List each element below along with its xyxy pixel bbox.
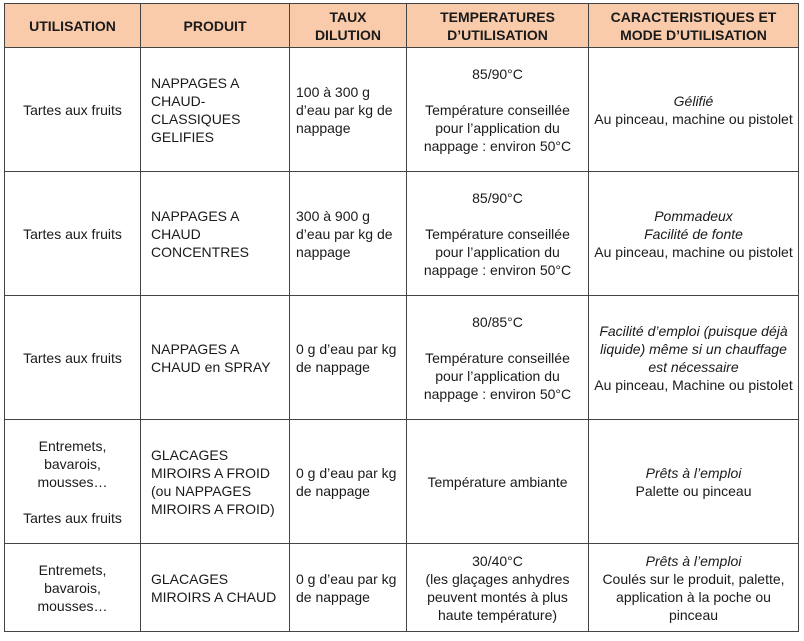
cell-temperature: [407, 48, 589, 172]
carac-italic: Gélifié: [673, 92, 714, 109]
carac-mode: Au pinceau, machine ou pistolet: [594, 110, 793, 127]
temp-note: (les glaçages anhydres peuvent montés à plus haute température): [425, 570, 570, 623]
cell-utilisation: Tartes aux fruits: [5, 172, 141, 296]
cell-produit: NAPPAGES A CHAUD en SPRAY: [141, 296, 290, 420]
temp-range: 30/40°C: [472, 552, 523, 569]
cell-taux: 300 à 900 g d’eau par kg de nappage: [290, 172, 407, 296]
header-produit: PRODUIT: [141, 4, 290, 48]
header-temperatures: TEMPERATURES D’UTILISATION: [407, 4, 589, 48]
header-row: [5, 4, 799, 48]
utilisation-line: Tartes aux fruits: [23, 509, 122, 526]
cell-produit: GLACAGES MIROIRS A CHAUD: [141, 544, 290, 632]
cell-caracteristiques: [589, 48, 799, 172]
cell-temperature: [407, 172, 589, 296]
carac-mode: Palette ou pinceau: [635, 482, 752, 499]
cell-taux: 0 g d’eau par kg de nappage: [290, 420, 407, 544]
carac-italic: Facilité de fonte: [644, 225, 743, 242]
temp-range: 80/85°C: [472, 313, 523, 330]
temp-note: Température conseillée pour l’application du nappage : environ 50°C: [423, 101, 572, 154]
cell-caracteristiques: [589, 296, 799, 420]
cell-caracteristiques: [589, 172, 799, 296]
header-caracteristiques: CARACTERISTIQUES ET MODE D’UTILISATION: [589, 4, 799, 48]
cell-utilisation: Tartes aux fruits: [5, 296, 141, 420]
utilisation-line: Entremets, bavarois, mousses…: [37, 437, 108, 490]
carac-italic: Prêts à l’emploi: [645, 464, 742, 481]
header-utilisation: UTILISATION: [5, 4, 141, 48]
carac-mode: Coulés sur le produit, palette, application à la poche ou pinceau: [602, 570, 785, 623]
table-row: [5, 172, 799, 296]
cell-taux: 0 g d’eau par kg de nappage: [290, 544, 407, 632]
cell-produit: NAPPAGES A CHAUD- CLASSIQUES GELIFIES: [141, 48, 290, 172]
table-row: [5, 544, 799, 632]
carac-italic: Facilité d’emploi (puisque déjà liquide) même si un chauffage est nécessaire: [599, 322, 788, 375]
carac-italic: Pommadeux: [654, 207, 733, 224]
cell-produit: GLACAGES MIROIRS A FROID (ou NAPPAGES MIROIRS A FROID): [141, 420, 290, 544]
cell-temperature: [407, 296, 589, 420]
cell-produit: NAPPAGES A CHAUD CONCENTRES: [141, 172, 290, 296]
table-row: [5, 296, 799, 420]
cell-temperature: Température ambiante: [407, 420, 589, 544]
carac-mode: Au pinceau, Machine ou pistolet: [594, 376, 793, 393]
cell-temperature: [407, 544, 589, 632]
cell-utilisation: Entremets, bavarois, mousses…: [5, 544, 141, 632]
table-row: [5, 420, 799, 544]
product-table: [4, 3, 799, 632]
cell-caracteristiques: [589, 420, 799, 544]
cell-utilisation: [5, 420, 141, 544]
table-row: [5, 48, 799, 172]
carac-mode: Au pinceau, machine ou pistolet: [594, 243, 793, 260]
cell-caracteristiques: [589, 544, 799, 632]
temp-range: 85/90°C: [472, 65, 523, 82]
cell-utilisation: Tartes aux fruits: [5, 48, 141, 172]
temp-note: Température conseillée pour l’application du nappage : environ 50°C: [423, 225, 572, 278]
temp-note: Température conseillée pour l’application du nappage : environ 50°C: [423, 349, 572, 402]
cell-taux: 100 à 300 g d’eau par kg de nappage: [290, 48, 407, 172]
header-taux-dilution: TAUX DILUTION: [290, 4, 407, 48]
carac-italic: Prêts à l’emploi: [645, 552, 742, 569]
temp-range: 85/90°C: [472, 189, 523, 206]
cell-taux: 0 g d’eau par kg de nappage: [290, 296, 407, 420]
